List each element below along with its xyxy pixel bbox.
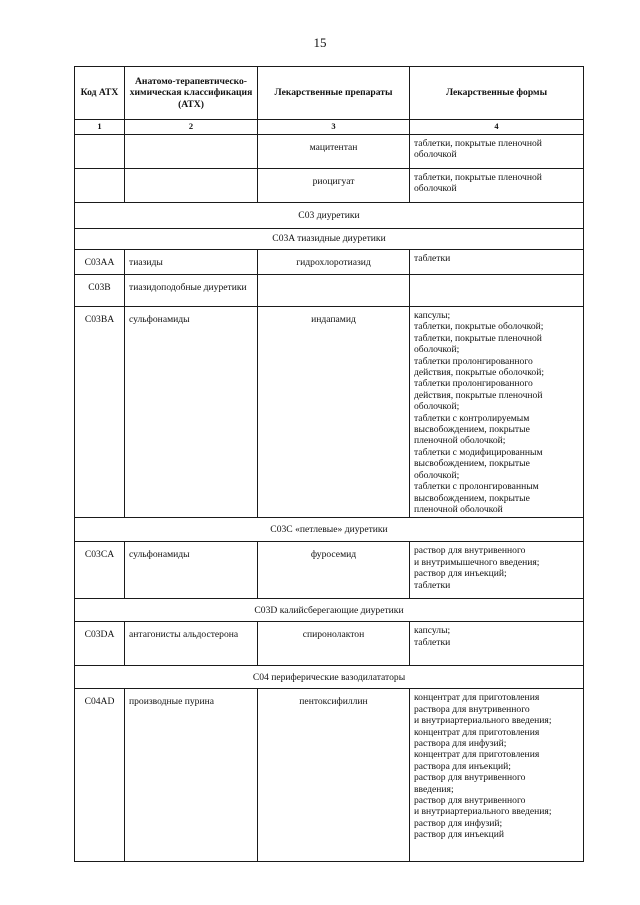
section-row [75,229,584,250]
atc-classification-cell: сульфонамиды [125,542,258,599]
section-row [75,599,584,622]
dosage-form-line: концентрат для приготовления [414,749,540,761]
column-number-row [75,120,584,135]
dosage-form-line: таблетки [414,636,451,648]
dosage-form-line: оболочкой [414,183,457,195]
dosage-form-line: капсулы; [414,625,451,637]
column-number: 1 [75,120,125,135]
atc-classification-cell: сульфонамиды [125,307,258,518]
table-row [75,169,584,203]
dosage-form-line: действия, покрытые оболочкой; [414,367,545,379]
drug-name-cell [258,275,410,307]
drug-name-cell: пентоксифиллин [258,689,410,862]
column-number: 2 [125,120,258,135]
dosage-form-line: оболочкой [414,149,457,161]
dosage-form-line: таблетки с контролируемым [414,412,530,424]
atc-classification-cell [125,169,258,203]
dosage-form-line: концентрат для приготовления [414,692,540,704]
drug-name-cell: мацитентан [258,135,410,169]
dosage-form-line: оболочкой; [414,344,460,356]
dosage-forms-cell [410,250,584,275]
dosage-forms-cell [410,622,584,666]
dosage-form-line: и внутриартериального введения; [414,715,552,727]
dosage-form-line: раствор для внутривенного [414,772,526,784]
atc-code-cell [75,169,125,203]
dosage-form-line: высвобождением, покрытые [414,424,530,436]
dosage-form-line: таблетки, покрытые пленочной [414,138,542,149]
dosage-form-line: пленочной оболочкой; [414,435,506,447]
dosage-form-line: раствор для инфузий; [414,817,503,829]
table-row [75,307,584,518]
dosage-form-line: таблетки [414,579,451,591]
atc-table [74,66,584,862]
section-title: C03 диуретики [75,203,584,229]
dosage-form-line: таблетки с модифицированным [414,446,543,458]
atc-classification-cell [125,135,258,169]
atc-classification-cell: тиазидоподобные диуретики [125,275,258,307]
atc-code-cell: C03CA [75,542,125,599]
header-drugs: Лекарственные препараты [258,67,410,120]
dosage-forms-cell [410,542,584,599]
dosage-form-line: раствор для внутривенного [414,794,526,806]
dosage-form-line: и внутриартериального введения; [414,806,552,818]
dosage-form-line: высвобождением, покрытые [414,458,530,470]
section-title: C03D калийсберегающие диуретики [75,599,584,622]
header-atc-code: Код АТХ [75,67,125,120]
dosage-forms-cell [410,275,584,307]
table-body [75,135,584,862]
table-row [75,275,584,307]
dosage-form-line: оболочкой; [414,469,460,481]
atc-code-cell: C03BA [75,307,125,518]
header-atc-classification: Анатомо-терапевтическо-химическая классификация (АТХ) [125,67,258,120]
header-dosage-forms: Лекарственные формы [410,67,584,120]
dosage-forms-cell [410,689,584,862]
drug-name-cell: фуросемид [258,542,410,599]
drug-name-cell: риоцигуат [258,169,410,203]
table-row [75,135,584,169]
dosage-forms-cell [410,307,584,518]
dosage-form-line: и внутримышечного введения; [414,556,540,568]
drug-name-cell: индапамид [258,307,410,518]
atc-code-cell: C03DA [75,622,125,666]
column-number: 4 [410,120,584,135]
dosage-form-line: введения; [414,783,454,795]
dosage-form-line: таблетки, покрытые пленочной [414,332,542,344]
section-title: C03C «петлевые» диуретики [75,518,584,542]
dosage-form-line: действия, покрытые пленочной [414,389,543,401]
table-row [75,542,584,599]
table-row [75,689,584,862]
dosage-forms-cell [410,169,584,203]
atc-code-cell: C04AD [75,689,125,862]
atc-classification-cell: производные пурина [125,689,258,862]
dosage-form-line: пленочной оболочкой [414,503,503,515]
dosage-form-line: раствор для внутривенного [414,545,526,557]
drug-name-cell: гидрохлоротиазид [258,250,410,275]
dosage-form-line: раствора для инъекций; [414,760,511,772]
dosage-form-line: таблетки [414,253,451,264]
atc-code-cell [75,135,125,169]
dosage-form-line: таблетки, покрытые оболочкой; [414,321,544,333]
dosage-form-line: таблетки пролонгированного [414,355,533,367]
atc-code-cell: C03AA [75,250,125,275]
section-title: C03A тиазидные диуретики [75,229,584,250]
atc-classification-cell: антагонисты альдостерона [125,622,258,666]
section-row [75,666,584,689]
dosage-form-line: таблетки, покрытые пленочной [414,172,542,183]
table-row [75,622,584,666]
column-number: 3 [258,120,410,135]
dosage-form-line: капсулы; [414,310,451,321]
page-number: 15 [313,35,327,50]
dosage-forms-cell [410,135,584,169]
dosage-form-line: оболочкой; [414,401,460,413]
drug-name-cell: спиронолактон [258,622,410,666]
atc-classification-cell: тиазиды [125,250,258,275]
dosage-form-line: высвобождением, покрытые [414,492,530,504]
dosage-form-line: таблетки пролонгированного [414,378,533,390]
section-title: C04 периферические вазодилататоры [75,666,584,689]
dosage-form-line: концентрат для приготовления [414,726,540,738]
dosage-form-line: раствор для инъекций [414,829,504,841]
atc-code-cell: C03B [75,275,125,307]
dosage-form-line: раствора для внутривенного [414,703,530,715]
dosage-form-line: раствор для инъекций; [414,568,507,580]
section-row [75,203,584,229]
dosage-form-line: таблетки с пролонгированным [414,481,539,493]
dosage-form-line: раствора для инфузий; [414,737,507,749]
table-header-row [75,67,584,120]
section-row [75,518,584,542]
table-row [75,250,584,275]
